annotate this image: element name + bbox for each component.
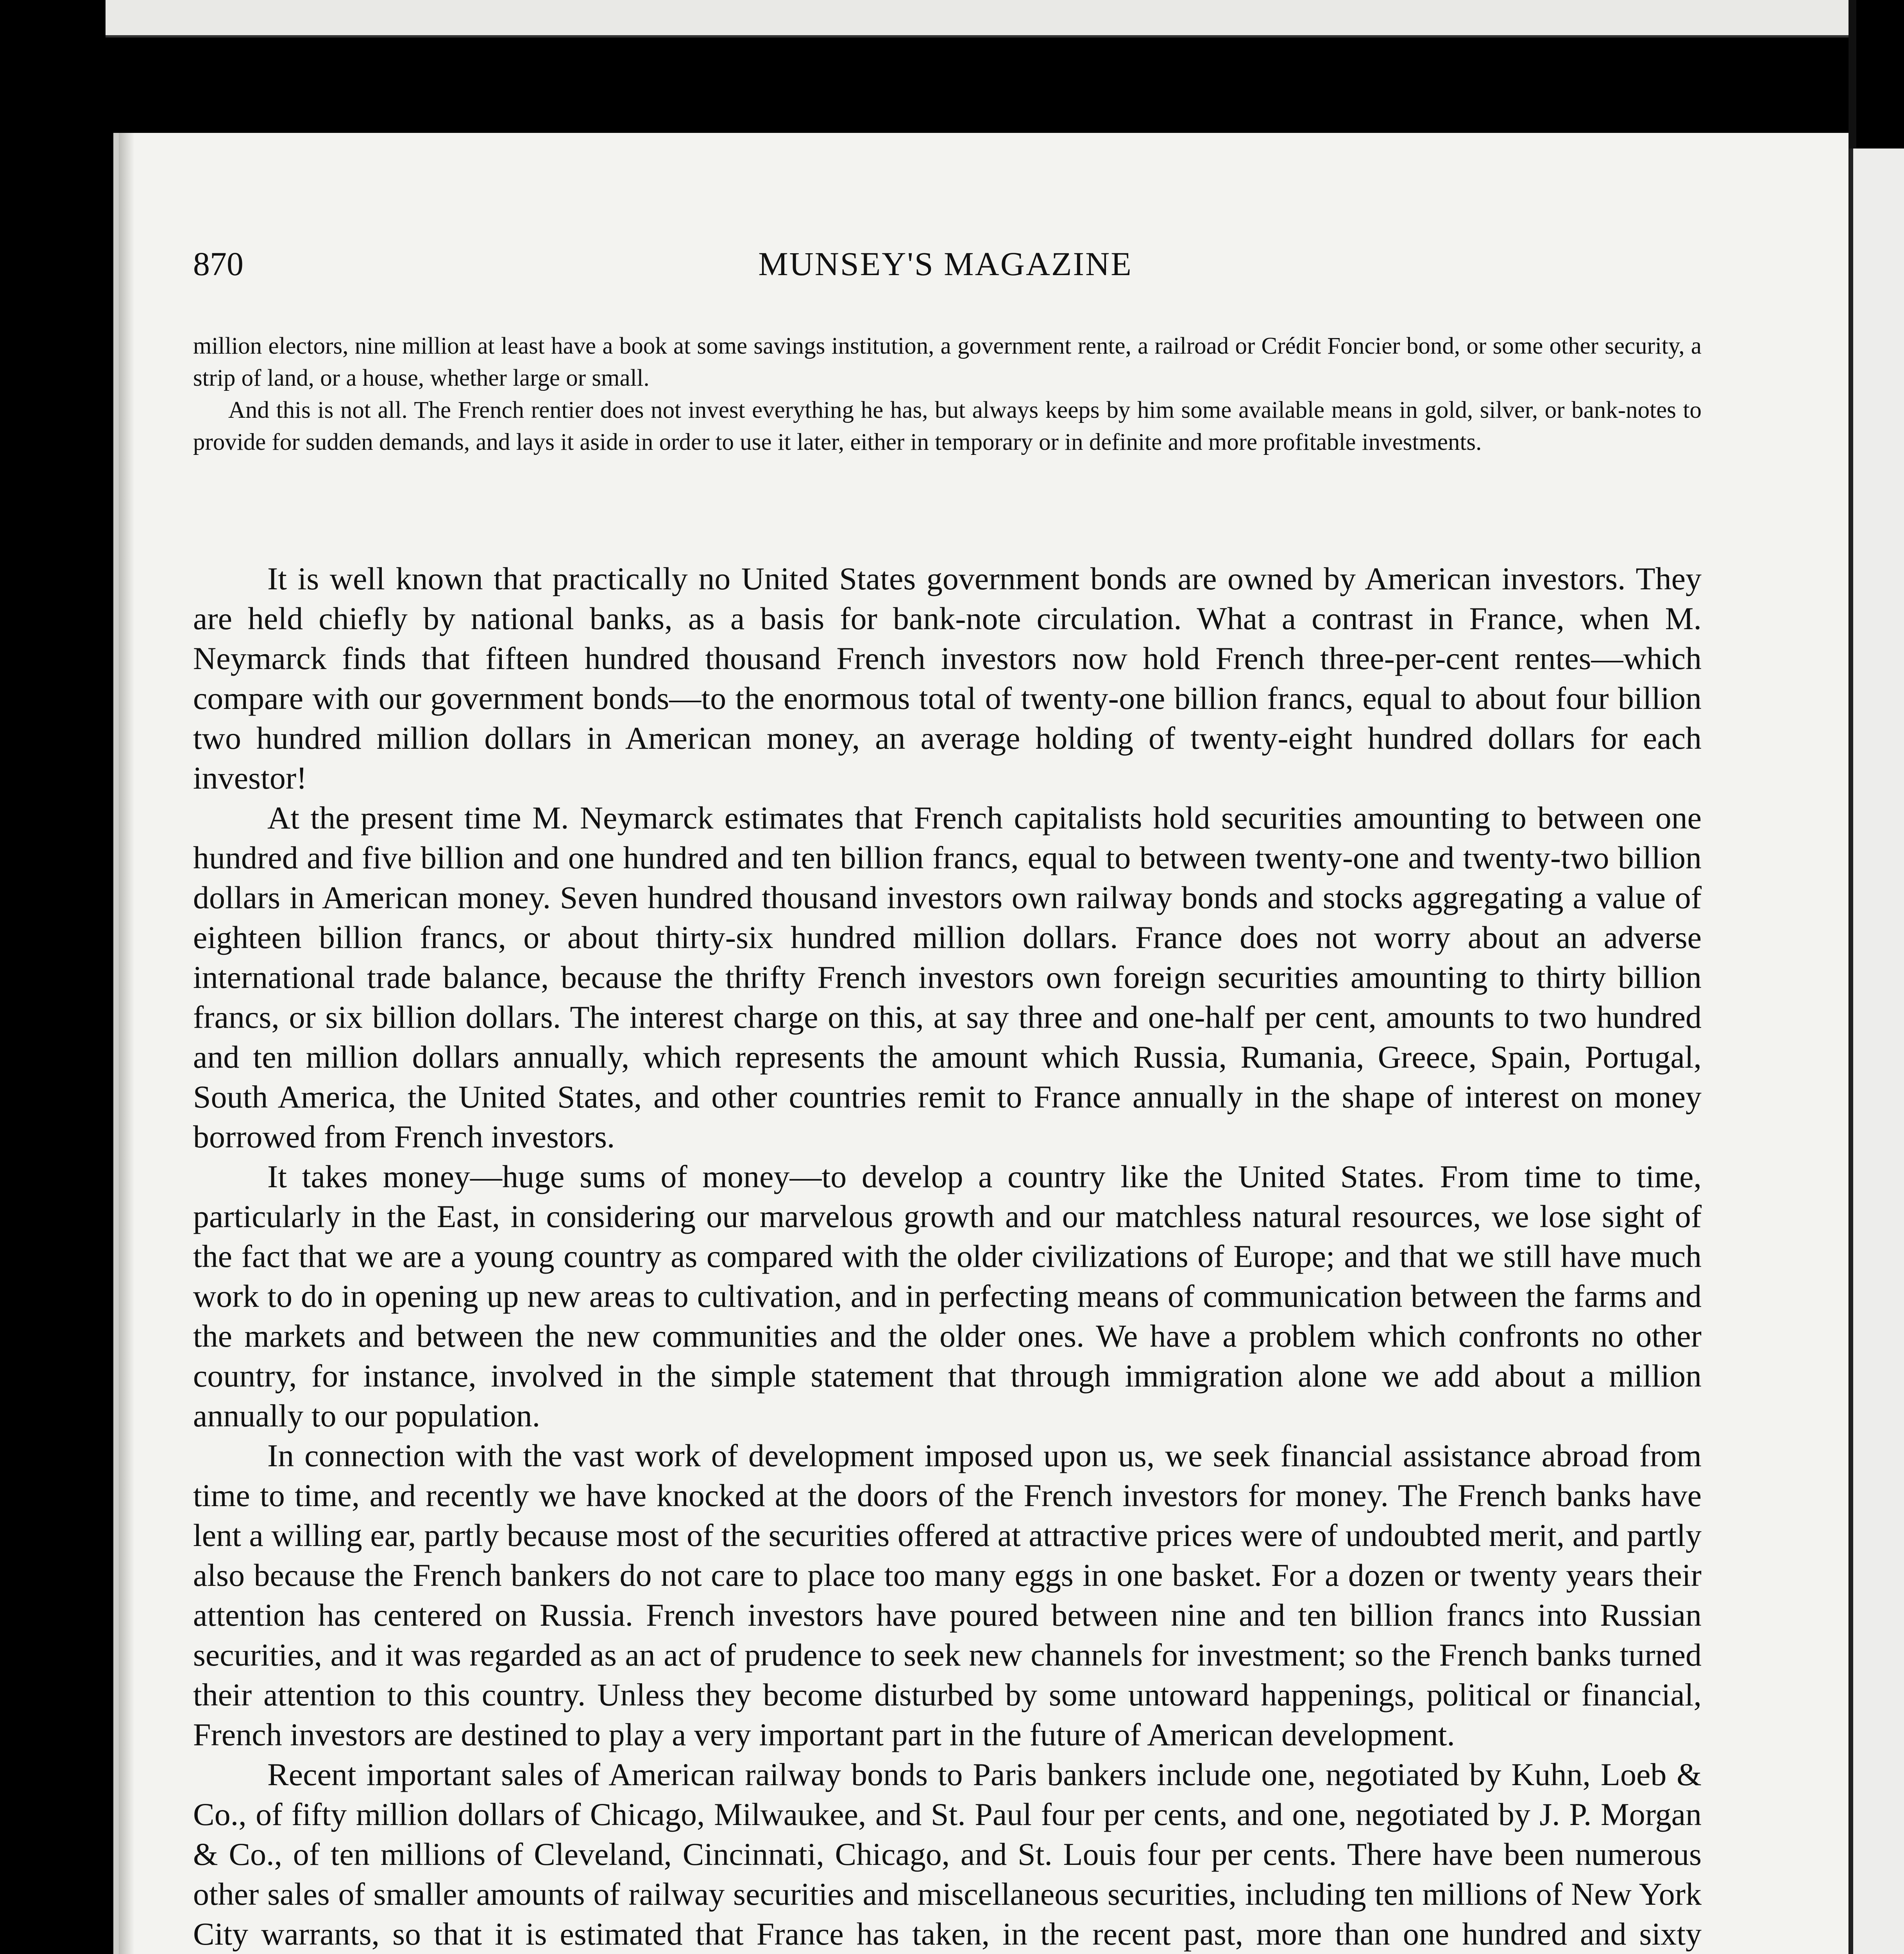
previous-page-edge bbox=[106, 0, 1849, 38]
body-paragraph: It takes money—huge sums of money—to develop a country like the United States. From time to time, particularly in the East, in considering our marvelous growth and our matchless natural resources, we lose sight of the fact that we are a young country as compared with the older civilizations of Europe; and that we still have much work to do in opening up new areas to cultivation, and in perfecting means of communication between the farms and the markets and between the new communities and the older ones. We have a problem which confronts no other country, for instance, involved in the simple statement that through immigration alone we add about a million annually to our population. bbox=[193, 1159, 1702, 1433]
body-paragraph: Recent important sales of American railway bonds to Paris bankers include one, negotiated by Kuhn, Loeb & Co., of fifty million dollars of Chicago, Milwaukee, and St. Paul four per cents, and one, negotiated by J. P. Morgan & Co., of ten millions of Cleveland, Cincinnati, Chicago, and St. Louis four per cents. There have been numerous other sales of smaller amounts of railway securities and miscellaneous securities, including ten millions of New York City warrants, so that it is estimated that France has taken, in the recent past, more than one hundred and sixty bbox=[193, 1757, 1702, 1952]
article-body bbox=[193, 559, 1702, 1954]
page-header bbox=[193, 244, 1698, 291]
footnote-block bbox=[193, 330, 1702, 458]
page-number: 870 bbox=[193, 245, 243, 283]
magazine-page bbox=[113, 133, 1849, 1954]
next-page-edge bbox=[1849, 149, 1904, 1954]
body-paragraph: It is well known that practically no United States government bonds are owned by American investors. They are held chiefly by national banks, as a basis for bank-note circulation. What a contrast in France, when M. Neymarck finds that fifteen hundred thousand French investors now hold French three-per-cent rentes—which compare with our government bonds—to the enormous total of twenty-one billion francs, equal to about four billion two hundred million dollars in American money, an average holding of twenty-eight hundred dollars for each investor! bbox=[193, 561, 1702, 796]
body-paragraph: At the present time M. Neymarck estimates that French capitalists hold securities amounting to between one hundred and five billion and one hundred and ten billion francs, equal to between twenty-one and twenty-two billion dollars in American money. Seven hundred thousand investors own railway bonds and stocks aggregating a value of eighteen billion francs, or about thirty-six hundred million dollars. France does not worry about an adverse international trade balance, because the thrifty French investors own foreign securities amounting to thirty billion francs, or six billion dollars. The interest charge on this, at say three and one-half per cent, amounts to two hundred and ten million dollars annually, which represents the amount which Russia, Rumania, Greece, Spain, Portugal, South America, the United States, and other countries remit to France annually in the shape of interest on money borrowed from French investors. bbox=[193, 800, 1702, 1154]
scan-left-margin bbox=[0, 0, 113, 1954]
running-head: MUNSEY'S MAGAZINE bbox=[758, 245, 1133, 283]
footnote-paragraph: And this is not all. The French rentier does not invest everything he has, but always keeps by him some available means in gold, silver, or bank-notes to provide for sudden demands, and lays it aside in order to use it later, either in temporary or in definite and more profitable investments. bbox=[193, 397, 1702, 455]
footnote-paragraph: million electors, nine million at least have a book at some savings institution, a government rente, a railroad or Crédit Foncier bond, or some other security, a strip of land, or a house, whether large or small. bbox=[193, 333, 1702, 391]
body-paragraph: In connection with the vast work of development imposed upon us, we seek financial assistance abroad from time to time, and recently we have knocked at the doors of the French investors for money. The French banks have lent a willing ear, partly because most of the securities offered at attractive prices were of undoubted merit, and partly also because the French bankers do not care to place too many eggs in one basket. For a dozen or twenty years their attention has centered on Russia. French investors have poured between nine and ten billion francs into Russian securities, and it was regarded as an act of prudence to seek new channels for investment; so the French banks turned their attention to this country. Unless they become disturbed by some untoward happenings, political or financial, French investors are destined to play a very important part in the future of American development. bbox=[193, 1438, 1702, 1752]
